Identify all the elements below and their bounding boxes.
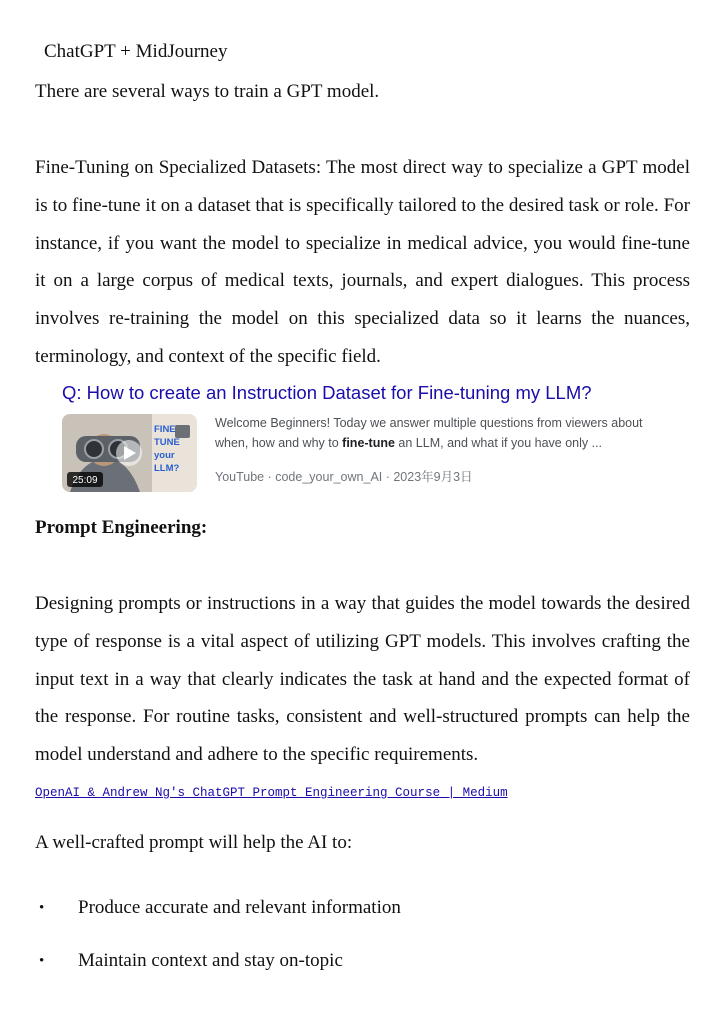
video-source: YouTube · code_your_own_AI · 2023年9月3日 <box>215 470 473 484</box>
desc-post: an LLM, and what if you have only ... <box>394 436 603 450</box>
lens-left <box>85 440 103 458</box>
video-thumbnail[interactable] <box>62 414 197 492</box>
overlay-line-4: LLM? <box>154 463 180 474</box>
prompt-engineering-heading: Prompt Engineering: <box>35 517 208 538</box>
desc-pre: when, how and why to <box>215 436 343 450</box>
well-crafted-intro: A well-crafted prompt will help the AI to: <box>35 832 353 853</box>
video-title-link[interactable]: Q: How to create an Instruction Dataset for Fine-tuning my LLM? <box>62 382 592 403</box>
list-item-text: Produce accurate and relevant information <box>78 897 401 918</box>
overlay-line-2: TUNE <box>154 437 180 448</box>
desc-keyword: fine-tune <box>342 436 395 450</box>
video-description-line-1: Welcome Beginners! Today we answer multiple questions from viewers about <box>215 416 643 430</box>
thumbnail-image <box>62 414 197 492</box>
video-description-line-2 <box>215 436 602 450</box>
overlay-line-3: your <box>154 450 175 461</box>
bullet-dot-icon: • <box>39 953 45 969</box>
header-title: ChatGPT + MidJourney <box>44 41 228 62</box>
duration-text: 25:09 <box>72 475 98 486</box>
overlay-line-1: FINE <box>154 424 176 435</box>
prompt-engineering-paragraph: Designing prompts or instructions in a way that guides the model towards the desired type of response is a vital aspect of utilizing GPT models. This involves crafting the input text in a way that clearly indicates the task at hand and the expected format of the response. For routine tasks, consistent and well-structured prompts can help the model understand and adhere to the specific requirements. <box>35 593 690 766</box>
bullet-dot-icon: • <box>39 900 45 916</box>
medium-course-link[interactable]: OpenAI & Andrew Ng's ChatGPT Prompt Engineering Course | Medium <box>35 786 508 800</box>
video-result-card[interactable] <box>62 378 643 496</box>
list-item-text: Maintain context and stay on-topic <box>78 950 343 971</box>
finetune-paragraph: Fine-Tuning on Specialized Datasets: The most direct way to specialize a GPT model is to fine-tune it on a dataset that is specifically tailored to the desired task or role. For instance, if you want the model to specialize in medical advice, you would fine-tune it on a large corpus of medical texts, journals, and expert dialogues. This process involves re-training the model on this specialized data so it learns the nuances, terminology, and context of the specific field. <box>35 157 690 367</box>
intro-text: There are several ways to train a GPT model. <box>35 81 380 102</box>
